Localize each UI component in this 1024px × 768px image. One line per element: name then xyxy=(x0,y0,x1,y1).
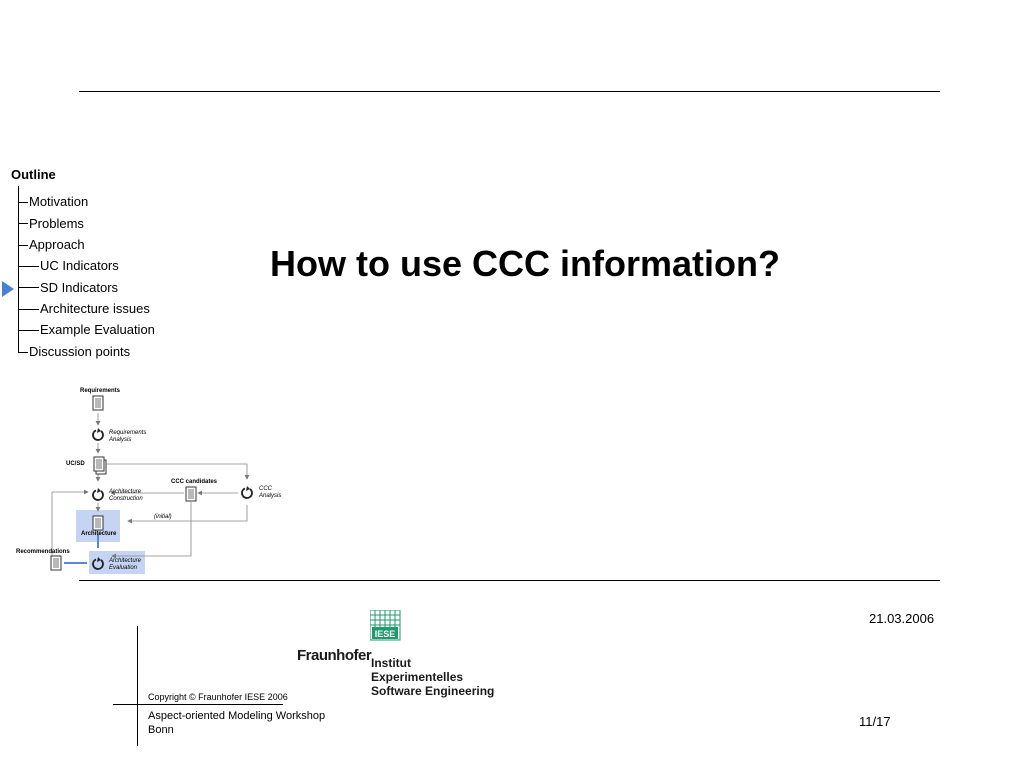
outline-item-approach[interactable]: Approach xyxy=(29,237,85,252)
tree-tick xyxy=(18,245,28,246)
tree-tick xyxy=(18,309,39,310)
slide-title: How to use CCC information? xyxy=(270,243,780,284)
requirements-analysis-label-1: Requirements xyxy=(109,430,147,436)
current-section-arrow-icon xyxy=(2,281,14,297)
ccc-analysis-label-2: Analysis xyxy=(259,493,282,499)
architecture-construction-label-2: Construction xyxy=(109,496,143,502)
institute-line-2: Experimentelles xyxy=(371,670,464,684)
ccc-candidates-label: CCC candidates xyxy=(171,479,218,485)
tree-tick xyxy=(18,330,39,331)
iese-logo-icon xyxy=(370,610,402,642)
process-diagram xyxy=(0,380,300,580)
architecture-evaluation-label-1: Architecture xyxy=(109,558,142,564)
ccc-candidates-doc-icon xyxy=(186,487,196,501)
outline-item-problems[interactable]: Problems xyxy=(29,216,84,231)
tree-tick xyxy=(18,266,39,267)
ucsd-label: UC/SD xyxy=(66,461,85,467)
outline-item-uc-indicators[interactable]: UC Indicators xyxy=(40,258,119,273)
requirements-label: Requirements xyxy=(80,388,121,394)
architecture-construction-icon xyxy=(93,488,103,500)
page-number: 11/17 xyxy=(859,714,891,729)
architecture-doc-icon xyxy=(93,516,103,530)
tree-tick xyxy=(18,202,28,203)
outline-item-example-evaluation[interactable]: Example Evaluation xyxy=(40,322,155,337)
copyright-text: Copyright © Fraunhofer IESE 2006 xyxy=(148,692,288,702)
tree-tick xyxy=(18,223,28,224)
iese-badge-text: IESE xyxy=(374,629,396,639)
outline-item-sd-indicators[interactable]: SD Indicators xyxy=(40,280,119,295)
tree-tick xyxy=(18,287,39,288)
requirements-analysis-label-2: Analysis xyxy=(109,437,132,443)
architecture-evaluation-label-2: Evaluation xyxy=(109,565,138,571)
institute-line-1: Institut xyxy=(371,656,411,670)
workshop-location: Bonn xyxy=(148,724,174,736)
outline-tree-line xyxy=(18,186,19,353)
footer-divider-vertical xyxy=(137,626,138,746)
outline-item-architecture-issues[interactable]: Architecture issues xyxy=(40,301,150,316)
institute-line-3: Software Engineering xyxy=(371,684,495,698)
outline-item-discussion-points[interactable]: Discussion points xyxy=(29,344,131,359)
footer-rule xyxy=(79,580,940,581)
architecture-label: Architecture xyxy=(81,531,117,537)
header-rule xyxy=(79,91,940,92)
ucsd-doc-icon xyxy=(94,457,104,471)
fraunhofer-logo-text: Fraunhofer xyxy=(297,647,372,664)
outline-title: Outline xyxy=(11,167,56,182)
requirements-analysis-icon xyxy=(93,428,103,440)
workshop-name: Aspect-oriented Modeling Workshop xyxy=(148,710,326,722)
presentation-date: 21.03.2006 xyxy=(869,611,935,626)
ccc-analysis-icon xyxy=(242,486,252,498)
recommendations-label: Recommendations xyxy=(16,549,70,555)
architecture-construction-label-1: Architecture xyxy=(109,489,142,495)
requirements-doc-icon xyxy=(93,396,103,410)
tree-tick xyxy=(18,352,28,353)
initial-label: (initial) xyxy=(154,514,172,520)
recommendations-doc-icon xyxy=(51,556,61,570)
outline-item-motivation[interactable]: Motivation xyxy=(29,194,89,209)
footer-divider-horizontal xyxy=(113,704,283,705)
ccc-analysis-label-1: CCC xyxy=(259,486,272,492)
workshop-info xyxy=(148,709,325,737)
